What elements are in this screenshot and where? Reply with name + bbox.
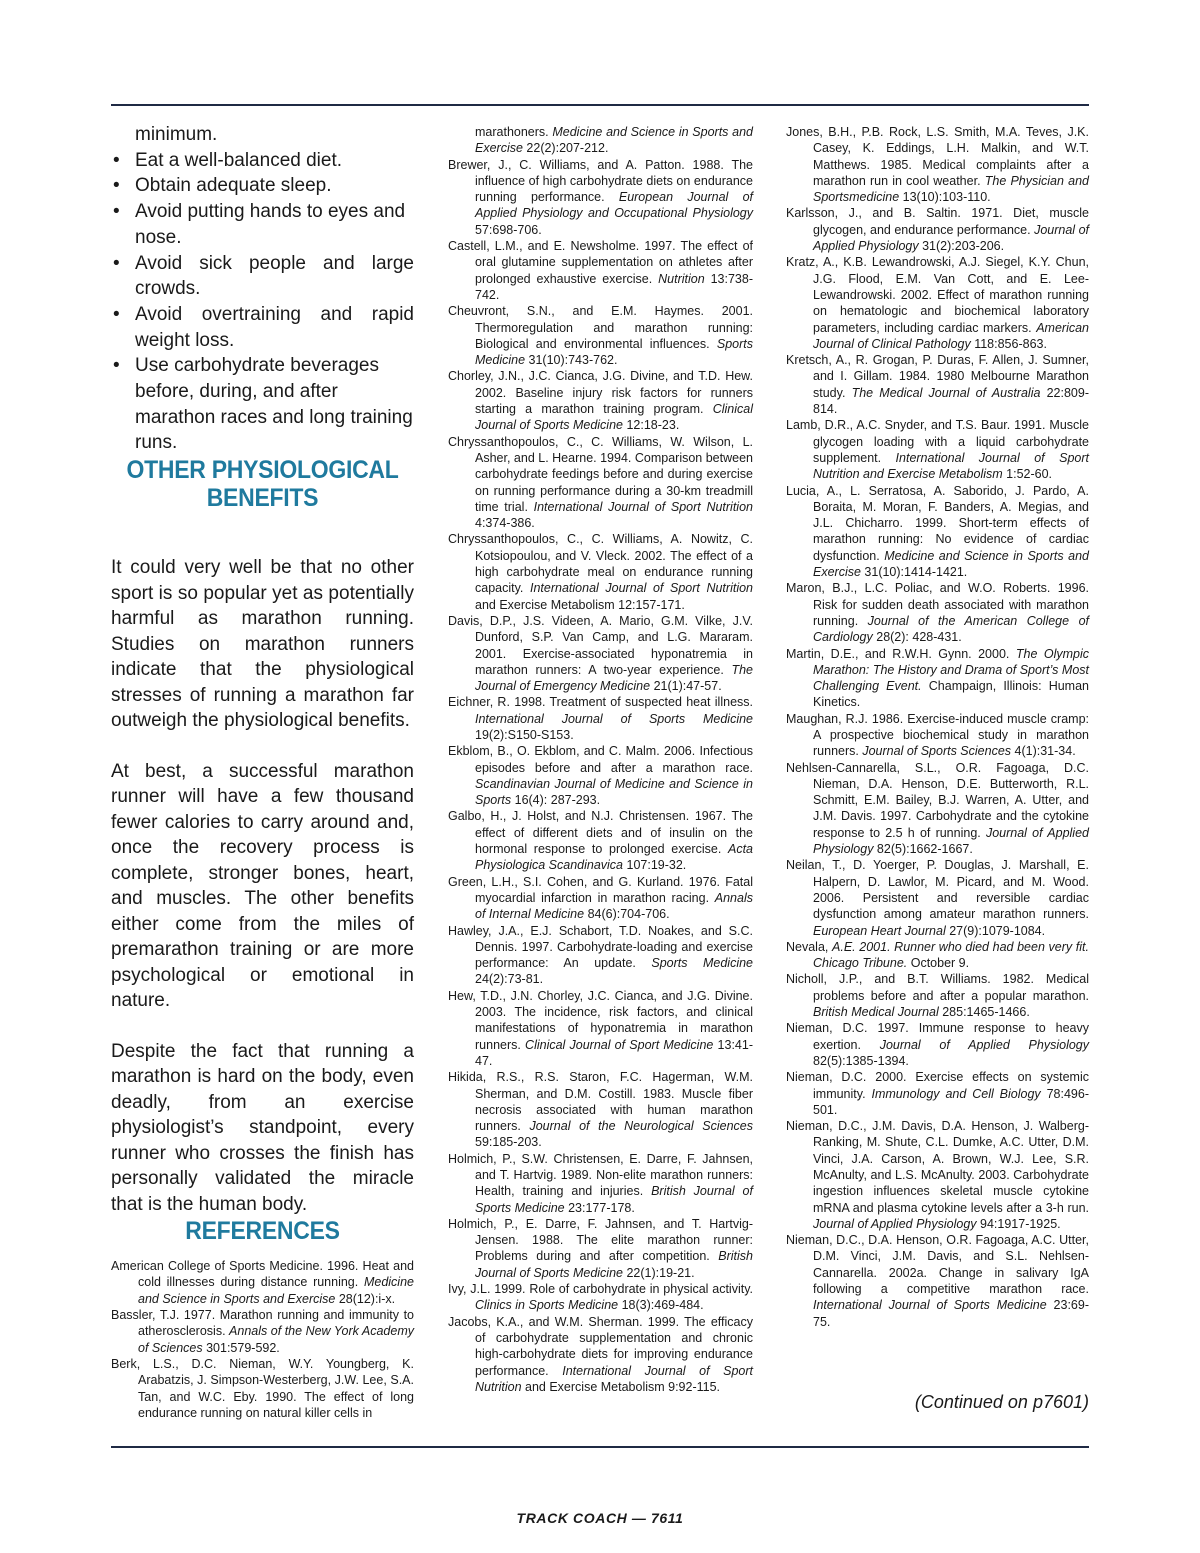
- reference-entry: Kretsch, A., R. Grogan, P. Duras, F. Allen, J. Sumner, and I. Gillam. 1984. 1980 Melbourne Marathon study. The Medical Journal of Australia 22:809-814.: [786, 353, 1089, 417]
- reference-entry: Hew, T.D., J.N. Chorley, J.C. Cianca, and J.G. Divine. 2003. The incidence, risk factors, and clinical manifestations of hyponatremia in marathon runners. Clinical Journal of Sport Medicine 13:41-47.: [448, 988, 753, 1068]
- reference-entry: Eichner, R. 1998. Treatment of suspected heat illness. International Journal of Sports Medicine 19(2):S150-S153.: [448, 695, 753, 742]
- section-heading-references: REFERENCES: [185, 1217, 340, 1246]
- list-item: • Avoid sick people and large crowds.: [113, 252, 414, 300]
- reference-entry: Galbo, H., J. Holst, and N.J. Christensen. 1967. The effect of different diets and of insulin on the hormonal response to prolonged exercise. Acta Physiologica Scandinavica 107:19-32.: [448, 809, 753, 873]
- reference-entry: Nehlsen-Cannarella, S.L., O.R. Fagoaga, D.C. Nieman, D.A. Henson, D.E. Butterworth, R.L. Schmitt, E.M. Bailey, B.J. Warren, A. Utter, and J.M. Davis. 1997. Carbohydrate and the cytokine response to 2.5 h of running. Journal of Applied Physiology 82(5):1662-1667.: [786, 760, 1089, 857]
- reference-entry: Kratz, A., K.B. Lewandrowski, A.J. Siegel, K.Y. Chun, J.G. Flood, E.M. Van Cott, and E. Lee-Lewandrowski. 2002. Effect of marathon running on hematologic and biochemical laboratory parameters, including cardiac markers. American Journal of Clinical Pathology 118:856-863.: [786, 255, 1089, 351]
- top-rule: [111, 104, 1089, 106]
- reference-entry: Jacobs, K.A., and W.M. Sherman. 1999. The efficacy of carbohydrate supplementation and chronic high-carbohydrate diets for improving endurance performance. International Journal of Sport Nutrition and Exercise Metabolism 9:92-115.: [448, 1314, 753, 1394]
- list-item: • Avoid overtraining and rapid weight loss.: [113, 303, 414, 351]
- reference-entry: Chryssanthopoulos, C., C. Williams, W. Wilson, L. Asher, and L. Hearne. 1994. Comparison between carbohydrate feedings before and during exercise on running performance during a 30-km treadmill time trial. International Journal of Sport Nutrition 4:374-386.: [448, 434, 753, 531]
- reference-entry: Martin, D.E., and R.W.H. Gynn. 2000. The Olympic Marathon: The History and Drama of Sport’s Most Challenging Event. Champaign, Illinois: Human Kinetics.: [786, 646, 1090, 710]
- body-paragraph: It could very well be that no other sport is so popular yet as potentially harmful as marathon running. Studies on marathon runners indicate that the physiological stresses of running a marathon far outweigh the physiological benefits.: [111, 557, 414, 732]
- list-item: • Eat a well-balanced diet.: [111, 148, 414, 174]
- body-paragraph: Despite the fact that running a marathon is hard on the body, even deadly, from an exercise physiologist’s standpoint, every runner who crosses the finish has personally validated the miracle that is the human body.: [111, 1040, 414, 1215]
- bullet-icon: •: [113, 303, 120, 325]
- list-item: minimum.: [135, 124, 218, 145]
- reference-entry: Chryssanthopoulos, C., C. Williams, A. Nowitz, C. Kotsiopoulou, and V. Vleck. 2002. The effect of a high carbohydrate meal on endurance running capacity. International Journal of Sport Nutrition and Exercise Metabolism 12:157-171.: [448, 532, 753, 612]
- reference-entry: Holmich, P., E. Darre, F. Jahnsen, and T. Hartvig-Jensen. 1988. The elite marathon runner: Problems during and after competition. British Journal of Sports Medicine 22(1):19-21.: [448, 1216, 753, 1280]
- bottom-rule: [111, 1446, 1089, 1448]
- reference-entry: Karlsson, J., and B. Saltin. 1971. Diet, muscle glycogen, and endurance performance. Journal of Applied Physiology 31(2):203-206.: [786, 206, 1089, 254]
- column-2: [448, 122, 753, 1395]
- column-1: [111, 122, 414, 1421]
- reference-entry: Maron, B.J., L.C. Poliac, and W.O. Roberts. 1996. Risk for sudden death associated with marathon running. Journal of the American College of Cardiology 28(2): 428-431.: [786, 581, 1089, 645]
- list-item: • Use carbohydrate beverages before, during, and after marathon races and long training runs.: [113, 355, 413, 454]
- bullet-icon: •: [113, 355, 120, 377]
- reference-entry: Green, L.H., S.I. Cohen, and G. Kurland. 1976. Fatal myocardial infarction in marathon racing. Annals of Internal Medicine 84(6):704-706.: [448, 874, 753, 922]
- reference-list: [111, 1258, 414, 1421]
- reference-list: [786, 124, 1089, 1330]
- bullet-icon: •: [113, 201, 120, 223]
- reference-entry: Davis, D.P., J.S. Videen, A. Mario, G.M. Vilke, J.V. Dunford, S.P. Van Camp, and L.G. Mararam. 2001. Exercise-associated hyponatremia in marathon runners: A two-year experience. The Journal of Emergency Medicine 21(1):47-57.: [448, 613, 753, 694]
- page-footer: TRACK COACH — 7611: [516, 1510, 684, 1526]
- bullet-icon: •: [113, 252, 120, 274]
- reference-entry: Nicholl, J.P., and B.T. Williams. 1982. Medical problems before and after a popular marathon. British Medical Journal 285:1465-1466.: [786, 972, 1089, 1020]
- reference-entry: Bassler, T.J. 1977. Marathon running and immunity to atherosclerosis. Annals of the New York Academy of Sciences 301:579-592.: [111, 1308, 414, 1355]
- reference-entry: Berk, L.S., D.C. Nieman, W.Y. Youngberg, K. Arabatzis, J. Simpson-Westerberg, J.W. Lee, S.A. Tan, and W.C. Eby. 1990. The effect of long endurance running on natural killer cells in: [111, 1356, 414, 1420]
- tips-list: [111, 122, 414, 456]
- reference-entry: American College of Sports Medicine. 1996. Heat and cold illnesses during distance running. Medicine and Science in Sports and Exercise 28(12):i-x.: [111, 1259, 414, 1306]
- reference-entry: Hawley, J.A., E.J. Schabort, T.D. Noakes, and S.C. Dennis. 1997. Carbohydrate-loading and exercise performance: An update. Sports Medicine 24(2):73-81.: [448, 923, 753, 987]
- section-heading-benefits: OTHER PHYSIOLOGICAL BENEFITS: [126, 456, 399, 513]
- reference-entry: marathoners. Medicine and Science in Sports and Exercise 22(2):207-212.: [475, 125, 753, 156]
- reference-entry: Nieman, D.C., D.A. Henson, O.R. Fagoaga, A.C. Utter, D.M. Vinci, J.M. Davis, and S.L. Nehlsen-Cannarella. 2002a. Change in salivary IgA following a competitive marathon race. International Journal of Sports Medicine 23:69-75.: [786, 1233, 1089, 1329]
- bullet-icon: •: [113, 175, 120, 197]
- reference-entry: Holmich, P., S.W. Christensen, E. Darre, F. Jahnsen, and T. Hartvig. 1989. Non-elite marathon runners: Health, training and injuries. British Journal of Sports Medicine 23:177-178.: [448, 1151, 753, 1215]
- reference-entry: Nevala, A.E. 2001. Runner who died had been very fit. Chicago Tribune. October 9.: [786, 939, 1089, 971]
- reference-entry: Neilan, T., D. Yoerger, P. Douglas, J. Marshall, E. Halpern, D. Lawlor, M. Picard, and M. Wood. 2006. Persistent and reversible cardiac dysfunction among amateur marathon runners. European Heart Journal 27(9):1079-1084.: [786, 858, 1089, 938]
- continued-note: (Continued on p7601): [914, 1392, 1089, 1412]
- reference-entry: Hikida, R.S., R.S. Staron, F.C. Hagerman, W.M. Sherman, and D.M. Costill. 1983. Muscle fiber necrosis associated with human marathon runners. Journal of the Neurological Sciences 59:185-203.: [448, 1070, 753, 1150]
- reference-entry: Brewer, J., C. Williams, and A. Patton. 1988. The influence of high carbohydrate diets on endurance running performance. European Journal of Applied Physiology and Occupational Physiology 57:698-706.: [448, 157, 753, 237]
- column-3: [786, 122, 1089, 1330]
- reference-entry: Ivy, J.L. 1999. Role of carbohydrate in physical activity. Clinics in Sports Medicine 18(3):469-484.: [448, 1282, 753, 1313]
- body-paragraph: At best, a successful marathon runner will have a few thousand fewer calories to carry around and, once the recovery process is complete, stronger bones, heart, and muscles. The other benefits either come from the miles of premarathon training or are more psychological or emotional in nature.: [111, 760, 414, 1012]
- reference-entry: Jones, B.H., P.B. Rock, L.S. Smith, M.A. Teves, J.K. Casey, K. Eddings, L.H. Malkin, and W.T. Matthews. 1985. Medical complaints after a marathon run in cool weather. The Physician and Sportsmedicine 13(10):103-110.: [786, 125, 1090, 205]
- reference-entry: Nieman, D.C. 1997. Immune response to heavy exertion. Journal of Applied Physiology 82(5):1385-1394.: [786, 1021, 1089, 1068]
- reference-entry: Nieman, D.C. 2000. Exercise effects on systemic immunity. Immunology and Cell Biology 78:496-501.: [786, 1070, 1089, 1117]
- reference-list: [448, 124, 753, 1395]
- list-item: • Obtain adequate sleep.: [111, 173, 414, 199]
- list-item: • Avoid putting hands to eyes and nose.: [113, 201, 406, 248]
- reference-entry: Lucia, A., L. Serratosa, A. Saborido, J. Pardo, A. Boraita, M. Moran, F. Banders, A. Megias, and J.L. Chicharro. 1999. Short-term effects of marathon running: No evidence of cardiac dysfunction. Medicine and Science in Sports and Exercise 31(10):1414-1421.: [786, 483, 1089, 580]
- bullet-icon: •: [113, 149, 120, 171]
- reference-entry: Maughan, R.J. 1986. Exercise-induced muscle cramp: A prospective biochemical study in marathon runners. Journal of Sports Sciences 4(1):31-34.: [786, 711, 1089, 759]
- reference-entry: Ekblom, B., O. Ekblom, and C. Malm. 2006. Infectious episodes before and after a marathon race. Scandinavian Journal of Medicine and Science in Sports 16(4): 287-293.: [448, 744, 753, 808]
- reference-entry: Nieman, D.C., J.M. Davis, D.A. Henson, J. Walberg-Ranking, M. Shute, C.L. Dumke, A.C. Utter, D.M. Vinci, J.A. Carson, A. Brown, W.J. Lee, S.R. McAnulty, and L.S. McAnulty. 2003. Carbohydrate ingestion influences skeletal muscle cytokine mRNA and plasma cytokine levels after a 3-h run. Journal of Applied Physiology 94:1917-1925.: [786, 1119, 1089, 1231]
- reference-entry: Chorley, J.N., J.C. Cianca, J.G. Divine, and T.D. Hew. 2002. Baseline injury risk factors for runners starting a marathon training program. Clinical Journal of Sports Medicine 12:18-23.: [448, 369, 753, 433]
- reference-entry: Lamb, D.R., A.C. Snyder, and T.S. Baur. 1991. Muscle glycogen loading with a liquid carbohydrate supplement. International Journal of Sport Nutrition and Exercise Metabolism 1:52-60.: [786, 418, 1089, 482]
- reference-entry: Cheuvront, S.N., and E.M. Haymes. 2001. Thermoregulation and marathon running: Biological and environmental influences. Sports Medicine 31(10):743-762.: [448, 304, 753, 368]
- reference-entry: Castell, L.M., and E. Newsholme. 1997. The effect of oral glutamine supplementation on athletes after prolonged exhaustive exercise. Nutrition 13:738-742.: [448, 239, 753, 302]
